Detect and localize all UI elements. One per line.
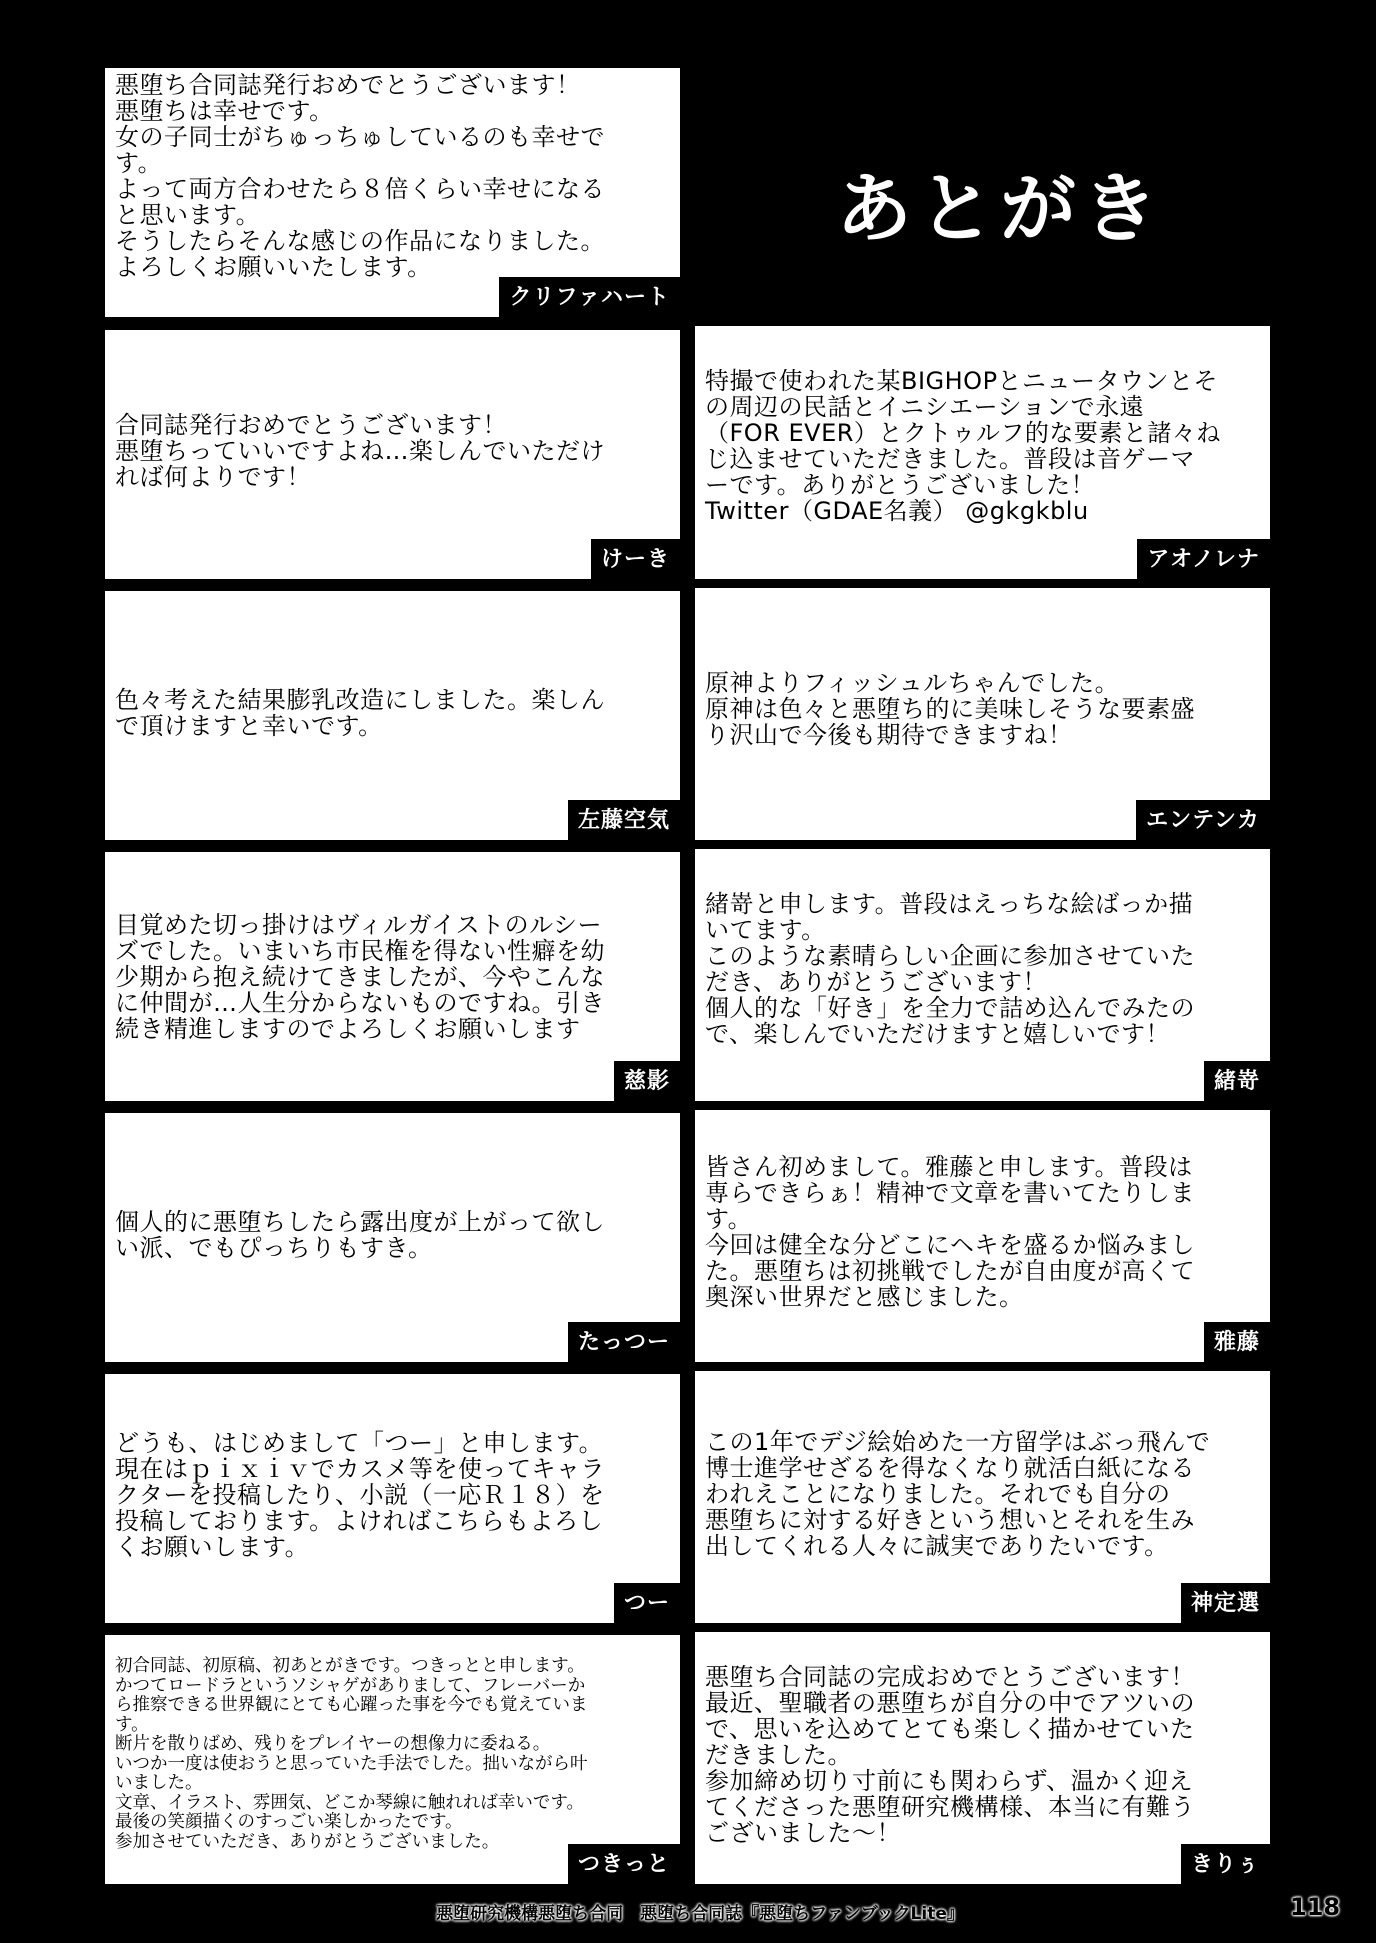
- comment-box-9: [695, 1110, 1270, 1362]
- footer-credit: 悪堕研究機構悪堕ち合同 悪堕ち合同誌『悪堕ちファンブックLite』: [436, 1904, 964, 1924]
- comment-box-5: [695, 588, 1270, 840]
- page-title: あとがき: [836, 164, 1164, 253]
- comment-text: 個人的に悪堕ちしたら露出度が上がって欲し い派、でもぴっちりもすき。: [115, 1208, 605, 1262]
- comment-author: 慈影: [614, 1061, 680, 1101]
- comment-box-12: [105, 1635, 680, 1884]
- comment-author: アオノレナ: [1137, 539, 1270, 579]
- comment-text: 悪堕ち合同誌の完成おめでとうございます！ 最近、聖職者の悪堕ちが自分の中でアツいの で、思いを込めてとても楽しく描かせていた だきました。 参加締め切り寸前にも関わらず、温かく迎え てくださった悪堕研究機構様、本当に有難う ございました〜！: [705, 1663, 1195, 1847]
- comment-author: つー: [614, 1583, 680, 1623]
- comment-text: 目覚めた切っ掛けはヴィルガイストのルシー ズでした。いまいち市民権を得ない性癖を幼 少期から抱え続けてきましたが、今やこんな に仲間が…人生分からないものですね。引き 続き精進しますのでよろしくお願いします: [115, 911, 605, 1043]
- comment-text: 合同誌発行おめでとうございます！ 悪堕ちっていいですよね…楽しんでいただけ れば何よりです！: [115, 411, 605, 491]
- comment-author: 神定選: [1181, 1583, 1270, 1623]
- comment-text: 皆さん初めまして。雅藤と申します。普段は 専らできらぁ！精神で文章を書いてたりしま す。 今回は健全な分どこにヘキを盛るか悩みまし た。悪堕ちは初挑戦でしたが自由度が高くて 奥深い世界だと感じました。: [705, 1153, 1195, 1311]
- comment-text: 原神よりフィッシュルちゃんでした。 原神は色々と悪堕ち的に美味しそうな要素盛 り沢山で今後も期待できますね！: [705, 669, 1195, 749]
- comment-author: 左藤空気: [568, 800, 680, 840]
- comment-box-8: [105, 1113, 680, 1362]
- comment-box-11: [695, 1371, 1270, 1623]
- comment-text: 特撮で使われた某BIGHOPとニュータウンとそ の周辺の民話とイニシエーションで永遠 （FOR EVER）とクトゥルフ的な要素と諸々ね じ込ませていただきました。普段は音ゲーマ ーです。ありがとうございました！ Twitter（GDAE名義） @gkgkblu: [705, 367, 1221, 525]
- comment-author: けーき: [591, 539, 680, 579]
- comment-author: 雅藤: [1204, 1322, 1270, 1362]
- comment-author: たっつー: [568, 1322, 680, 1362]
- comment-box-1: [105, 68, 680, 317]
- comment-text: 色々考えた結果膨乳改造にしました。楽しん で頂けますと幸いです。: [115, 686, 605, 740]
- comment-text: この1年でデジ絵始めた一方留学はぶっ飛んで 博士進学せざるを得なくなり就活白紙になる われえことになりました。それでも自分の 悪堕ちに対する好きという想いとそれを生み 出してくれる人々に誠実でありたいです。: [705, 1428, 1211, 1560]
- page-number: 118: [1290, 1893, 1341, 1921]
- comment-box-2: [105, 330, 680, 579]
- comment-box-6: [105, 852, 680, 1101]
- comment-box-13: [695, 1632, 1270, 1884]
- comment-box-3: [695, 326, 1270, 579]
- comment-text: 悪堕ち合同誌発行おめでとうございます！ 悪堕ちは幸せです。 女の子同士がちゅっちゅしているのも幸せで す。 よって両方合わせたら８倍くらい幸せになる と思います。 そうしたらそんな感じの作品になりました。 よろしくお願いいたします。: [115, 71, 605, 281]
- comment-text: 緒嵜と申します。普段はえっちな絵ばっか描 いてます。 このような素晴らしい企画に参加させていた だき、ありがとうございます！ 個人的な「好き」を全力で詰め込んでみたの で、楽しんでいただけますと嬉しいです！: [705, 890, 1195, 1048]
- comment-author: つきっと: [568, 1844, 680, 1884]
- comment-text: どうも、はじめまして「つー」と申します。 現在はｐｉｘｉｖでカスメ等を使ってキャラ クターを投稿したり、小説（一応Ｒ１８）を 投稿しております。よければこちらもよろし くお願いします。: [115, 1429, 605, 1561]
- comment-author: クリファハート: [499, 277, 680, 317]
- comment-author: きりぅ: [1181, 1844, 1270, 1884]
- comment-author: 緒嵜: [1204, 1061, 1270, 1101]
- comment-box-10: [105, 1374, 680, 1623]
- comment-author: エンテンカ: [1136, 800, 1270, 840]
- comment-text: 初合同誌、初原稿、初あとがきです。つきっとと申します。 かつてロードラというソシャゲがありまして、フレーバーか ら推察できる世界観にとても心躍った事を今でも覚えていま す。 断片を散りばめ、残りをプレイヤーの想像力に委ねる。 いつか一度は使おうと思っていた手法でした。拙いながら叶 いました。 文章、イラスト、雰囲気、どこか琴線に触れれば幸いです。 最後の笑顔描くのすっごい楽しかったです。 参加させていただき、ありがとうございました。: [115, 1656, 588, 1852]
- comment-box-7: [695, 849, 1270, 1101]
- comment-box-4: [105, 591, 680, 840]
